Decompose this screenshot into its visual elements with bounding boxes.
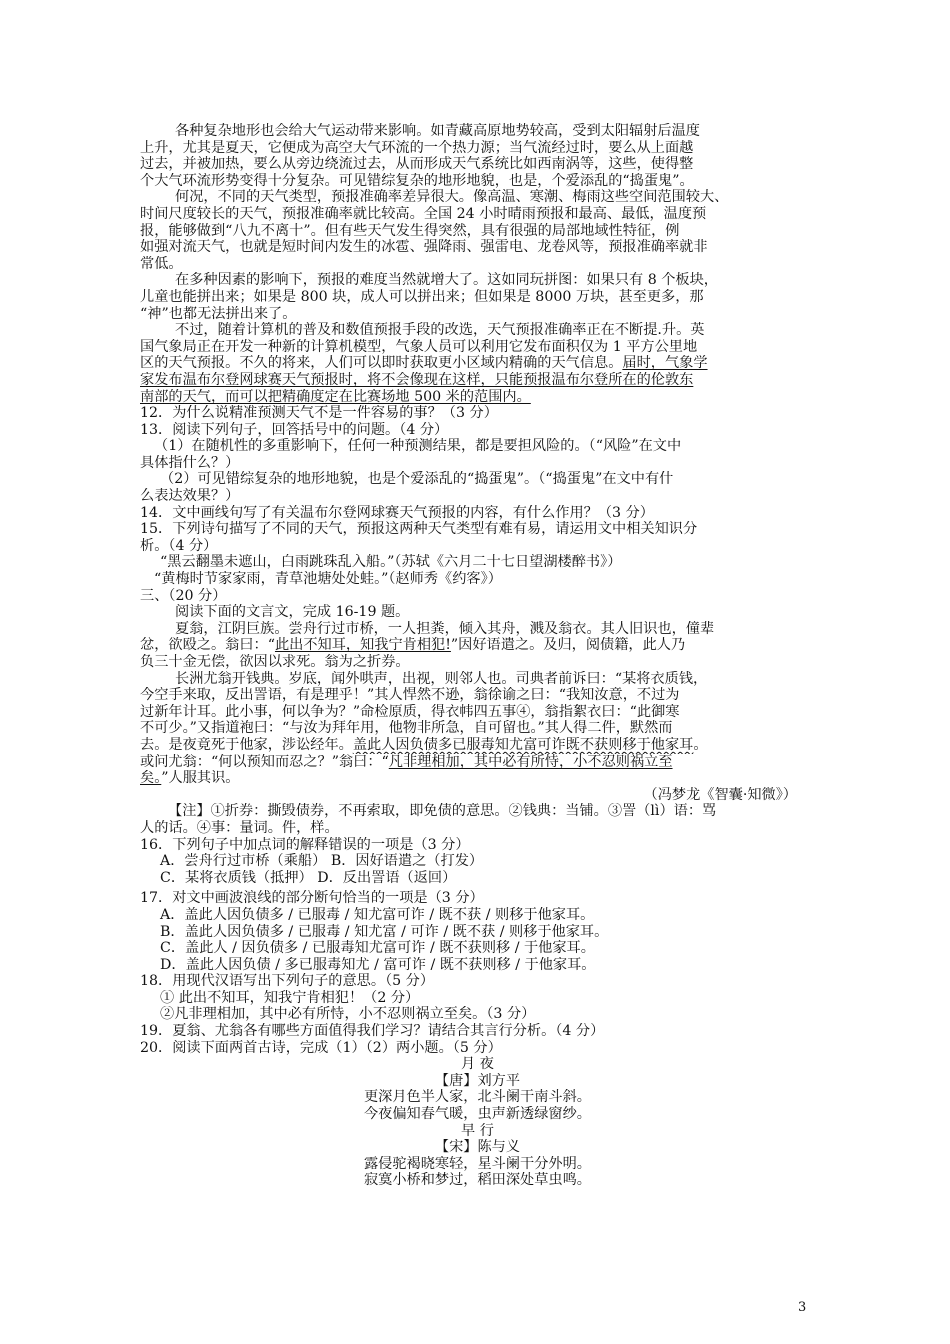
text-line [140, 671, 815, 688]
text-line [140, 1023, 815, 1040]
text-line [140, 156, 815, 173]
text-line [140, 1073, 815, 1090]
text-line [140, 488, 815, 505]
line-text: 何况，不同的天气类型，预报准确率差异很大。像高温、寒潮、梅雨这些空间范围较大、 [175, 189, 729, 206]
text-line [140, 1040, 815, 1057]
text-line [140, 140, 815, 157]
text-line [140, 1056, 815, 1073]
line-text: 【注】①折券：撕毁债券，不再索取，即免债的意思。②钱典：当铺。③詈（lì）语：骂 [168, 803, 717, 820]
text-line [140, 1006, 815, 1023]
text-line [140, 754, 815, 771]
line-text: 区的天气预报。不久的将来，人们可以即时获取更小区域内精确的天气信息。 [140, 355, 623, 372]
text-line [140, 704, 815, 721]
text-line [140, 737, 815, 754]
line-text: 不可少。”又指道袍曰：“与汝为拜年用，他物非所急，自可留也。”其人得二件，默然而 [140, 720, 673, 737]
line-text: 18．用现代汉语写出下列句子的意思。（5 分） [140, 973, 435, 990]
line-text: 常低。 [140, 255, 183, 272]
page-number: 3 [798, 1300, 807, 1315]
text-line [140, 1156, 815, 1173]
text-line [140, 438, 815, 455]
line-text: 更深月色半人家，北斗阑干南斗斜。 [363, 1089, 591, 1106]
line-text: 人的话。④事：量词。件，样。 [140, 819, 339, 836]
text-line [140, 637, 815, 654]
line-text: （2）可见错综复杂的地形地貌，也是个爱添乱的“捣蛋鬼”。（“捣蛋鬼”在文中有什 [160, 471, 674, 488]
line-text: 在多种因素的影响下，预报的难度当然就增大了。这如同玩拼图：如果只有 8 个板块， [175, 272, 718, 289]
line-text: （冯梦龙《智囊·知微》） [643, 786, 797, 803]
line-text: 阅读下面的文言文，完成 16-19 题。 [175, 604, 410, 621]
text-line [140, 890, 815, 907]
text-line [140, 687, 815, 704]
line-text: 寂寞小桥和梦过，稻田深处草虫鸣。 [363, 1172, 591, 1189]
line-text: 长洲尤翁开钱典。岁底，闻外哄声，出视，则邻人也。司典者前诉曰：“某将衣质钱， [175, 670, 708, 687]
text-line [140, 820, 815, 837]
line-text-tail: 。 [693, 736, 708, 753]
text-line [140, 770, 815, 787]
text-line [140, 455, 815, 472]
text-line [140, 189, 815, 206]
line-text: “黄梅时节家家雨，青草池塘处处蛙。”（赵师秀《约客》） [154, 571, 502, 588]
line-text: 报，能够做到“八九不离十”。但有些天气发生得突然，具有很强的局部地域性特征，例 [140, 222, 680, 239]
line-text: 或问尤翁：“何以预知而忍之？”翁曰：“ [140, 753, 389, 770]
line-text: “黑云翻墨未遮山，白雨跳珠乱入船。”（苏轼《六月二十七日望湖楼醉书》） [160, 554, 622, 571]
line-text: 时间尺度较长的天气，预报准确率就比较高。全国 24 小时晴雨预报和最高、最低，温度预 [140, 205, 707, 222]
text-line [140, 940, 815, 957]
underlined-text: 家发布温布尔登网球赛天气预报时，将不会像现在这样，只能预报温布尔登所在的伦敦东 [140, 371, 694, 388]
text-line [140, 206, 815, 223]
text-line [140, 389, 815, 406]
line-text: D．盖此人因负债 / 多已服毒知尤 / 富可诈 / 既不获则移 / 于他家耳。 [160, 956, 596, 973]
line-text: 13．阅读下列句子，回答括号中的问题。（4 分） [140, 421, 449, 438]
text-line [140, 837, 815, 854]
text-line [140, 621, 815, 638]
text-line [140, 173, 815, 190]
underlined-text: 凡非理相加，其中必有所恃，小不忍则祸立至 [388, 753, 673, 770]
text-line [140, 853, 815, 870]
underlined-text: 届时，气象学 [622, 355, 708, 372]
line-text: 国气象局正在开发一种新的计算机模型，气象人员可以利用它发布面积仅为 1 平方公里地 [140, 338, 698, 355]
text-line [140, 405, 815, 422]
line-text: 14．文中画线句写了有关温布尔登网球赛天气预报的内容，有什么作用？（3 分） [140, 504, 654, 521]
line-text: 负三十金无偿，欲因以求死。翁为之折券。 [140, 654, 410, 670]
text-line [140, 870, 815, 887]
line-text: 个大气环流形势变得十分复杂。可见错综复杂的地形地貌，也是，个爱添乱的“捣蛋鬼”。 [140, 172, 694, 189]
line-text: 早 行 [461, 1122, 494, 1139]
line-text: 今夜偏知春气暖，虫声新透绿窗纱。 [363, 1106, 591, 1123]
text-line [140, 306, 815, 323]
line-text: 过去，并被加热，要么从旁边绕流过去，从而形成天气系统比如西南涡等，这些，使得整 [140, 156, 694, 173]
line-text: 15．下列诗句描写了不同的天气，预报这两种天气类型有难有易，请运用文中相关知识分 [140, 521, 698, 538]
line-text: A．尝舟行过市桥（乘船） B．因好语遣之（打发） [160, 853, 484, 870]
line-text: 20．阅读下面两首古诗，完成（1）（2）两小题。（5 分） [140, 1039, 502, 1056]
text-line [140, 471, 815, 488]
text-line [140, 973, 815, 990]
text-line [140, 571, 815, 588]
line-text: 月 夜 [461, 1056, 494, 1073]
text-line [140, 990, 815, 1007]
document-page [140, 123, 815, 1189]
wavy-underlined-text: 盖此人因负债多已服毒知尤富可诈既不获则移于他家耳 [352, 736, 694, 753]
line-text-tail: ”人服其识。 [161, 770, 240, 787]
text-line [140, 355, 815, 372]
line-text: 16．下列句子中加点词的解释错误的一项是（3 分） [140, 836, 470, 853]
text-line [140, 322, 815, 339]
line-text: 过新年计耳。此小事，何以争为？”命检原质，得衣帏四五事④，翁指絮衣曰：“此御寒 [140, 703, 680, 720]
text-line [140, 272, 815, 289]
line-text: B．盖此人因负债多 / 已服毒 / 知尤富 / 可诈 / 既不获 / 则移于他家耳。 [160, 923, 609, 940]
text-line [140, 505, 815, 522]
line-text: “神”也都无法拼出来了。 [140, 305, 297, 322]
text-line [140, 1123, 815, 1140]
text-line [140, 123, 815, 140]
line-text: 析。（4 分） [140, 537, 218, 554]
text-line [140, 588, 815, 605]
text-line [140, 554, 815, 571]
text-line [140, 223, 815, 240]
line-text: 忿，欲殴之。翁曰：“ [140, 637, 275, 654]
line-text: 19．夏翁、尤翁各有哪些方面值得我们学习？请结合其言行分析。（4 分） [140, 1023, 605, 1040]
line-text: 去。是夜竟死于他家，涉讼经年。 [140, 736, 353, 753]
line-text: （1）在随机性的多重影响下，任何一种预测结果，都是要担风险的。（“风险”在文中 [154, 438, 682, 455]
text-line [140, 907, 815, 924]
text-line [140, 924, 815, 941]
line-text: ① 此出不知耳，知我宁肯相犯！（2 分） [160, 989, 420, 1006]
text-line [140, 521, 815, 538]
line-text: 儿童也能拼出来；如果是 800 块，成人可以拼出来；但如果是 8000 万块，甚至更多，那 [140, 288, 704, 305]
line-text: 今空手来取，反出詈语，有是理乎！”其人悍然不逊，翁徐谕之曰：“我知汝意，不过为 [140, 687, 680, 704]
text-line [140, 256, 815, 273]
line-text: 如强对流天气，也就是短时间内发生的冰雹、强降雨、强雷电、龙卷风等，预报准确率就非 [140, 239, 708, 256]
text-line [140, 1106, 815, 1123]
line-text: 【宋】陈与义 [434, 1139, 521, 1156]
line-text: 夏翁，江阴巨族。尝舟行过市桥，一人担粪，倾入其舟，溅及翁衣。其人旧识也，僮辈 [175, 620, 715, 637]
underlined-text: 南部的天气，而可以把精确度定在比赛场地 500 米的范围内。 [140, 388, 531, 405]
line-text: 17．对文中画波浪线的部分断句恰当的一项是（3 分） [140, 890, 484, 907]
text-line [140, 787, 815, 804]
text-line [140, 538, 815, 555]
text-line [140, 957, 815, 974]
line-text: 12．为什么说精准预测天气不是一件容易的事？（3 分） [140, 405, 498, 422]
underlined-text: 此出不知耳，知我宁肯相犯! [274, 637, 451, 654]
line-text: 么表达效果？） [140, 488, 240, 505]
line-text: C．某将衣质钱（抵押） D．反出詈语（返回） [160, 869, 457, 886]
text-line [140, 1172, 815, 1189]
line-text: 【唐】刘方平 [434, 1072, 521, 1089]
line-text: 不过，随着计算机的普及和数值预报手段的改选，天气预报准确率正在不断提.升。英 [175, 322, 705, 339]
text-line [140, 372, 815, 389]
line-text: A．盖此人因负债多 / 已服毒 / 知尤富可诈 / 既不获 / 则移于他家耳。 [160, 906, 595, 923]
line-text: ②凡非理相加，其中必有所恃，小不忍则祸立至矣。（3 分） [160, 1006, 536, 1023]
line-text: 各种复杂地形也会给大气运动带来影响。如青藏高原地势较高，受到太阳辐射后温度 [175, 123, 700, 139]
line-text: 上升，尤其是夏天，它便成为高空大气环流的一个热力源；当气流经过时，要么从上面越 [140, 139, 694, 156]
line-text: 三、（20 分） [140, 587, 227, 604]
line-text-tail: ”因好语遣之。及归，阅债籍，此人乃 [450, 637, 686, 654]
text-line [140, 422, 815, 439]
text-line [140, 239, 815, 256]
text-line [140, 803, 815, 820]
line-text: 具体指什么？） [140, 454, 240, 471]
text-line [140, 1089, 815, 1106]
text-line [140, 720, 815, 737]
line-text: C．盖此人 / 因负债多 / 已服毒知尤富可诈 / 既不获则移 / 于他家耳。 [160, 940, 595, 957]
text-line [140, 339, 815, 356]
line-text: 露侵驼褐晓寒轻，星斗阑干分外明。 [363, 1155, 591, 1172]
text-line [140, 1139, 815, 1156]
text-line [140, 289, 815, 306]
text-line [140, 654, 815, 671]
underlined-text: 矣。 [140, 770, 162, 787]
text-line [140, 604, 815, 621]
